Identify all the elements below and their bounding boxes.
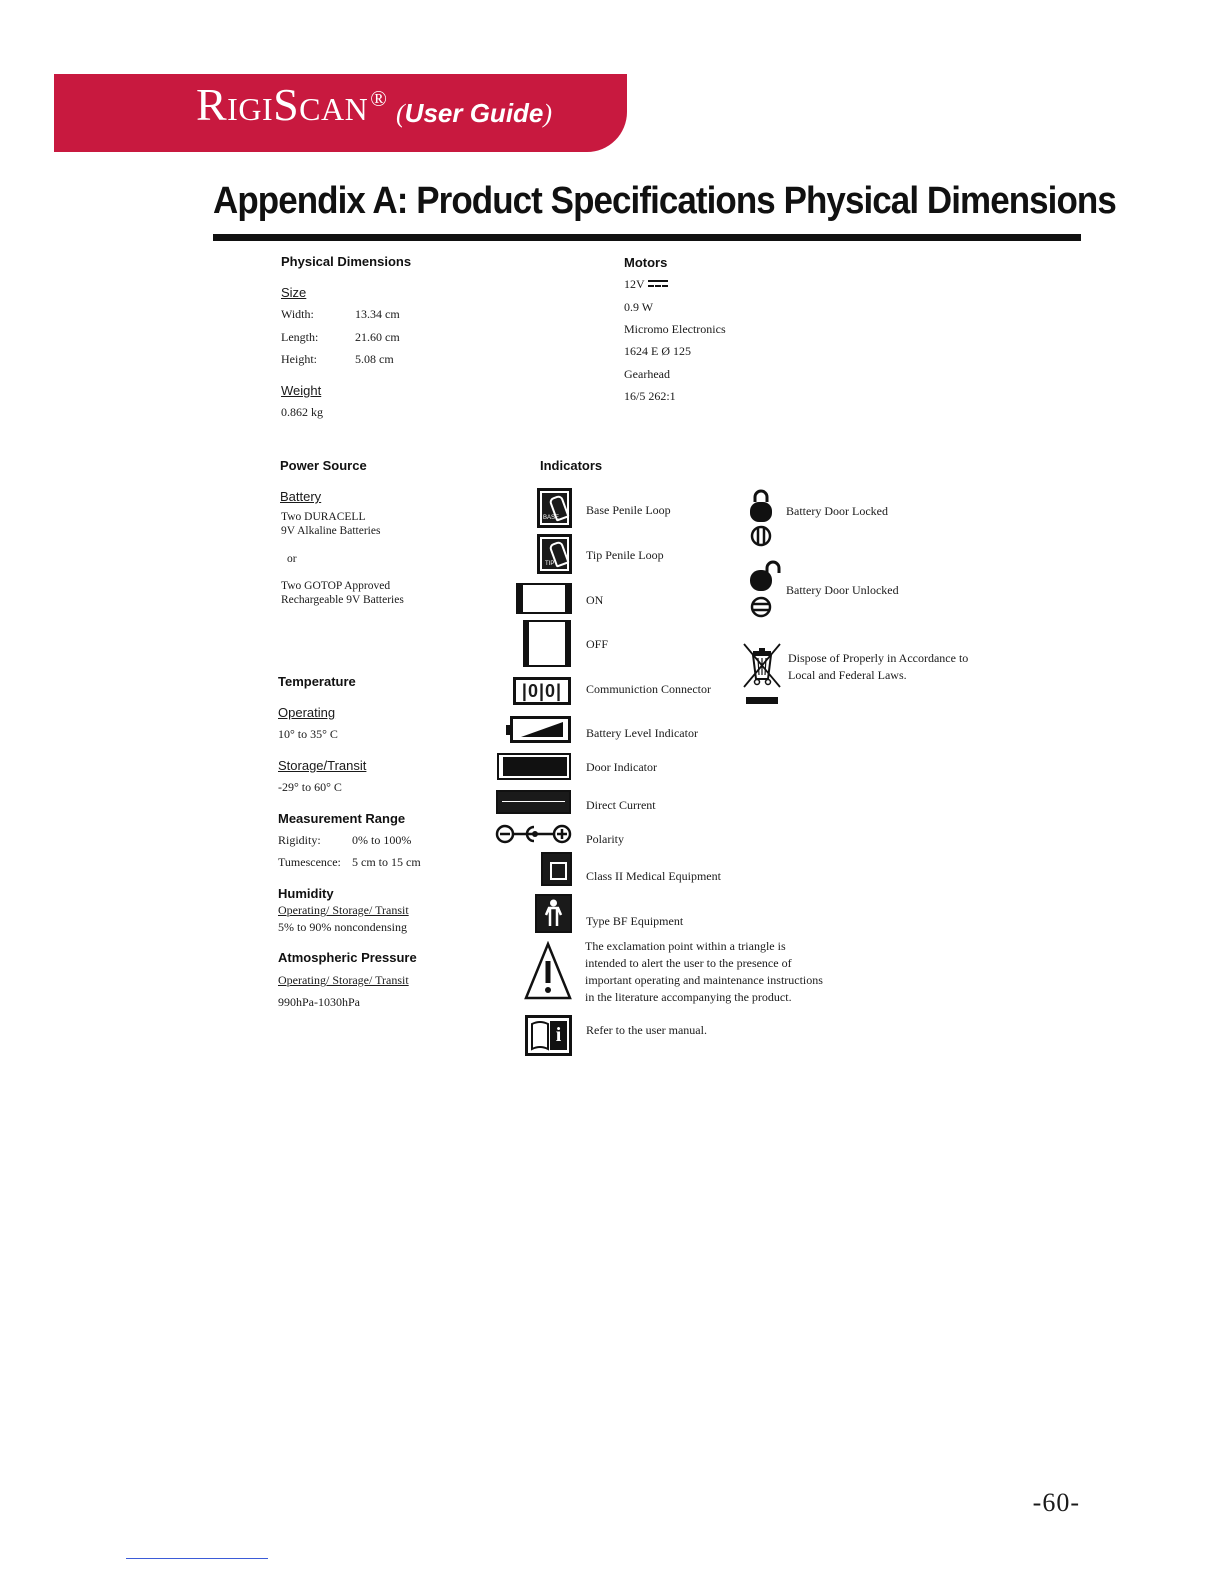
motor-ratio: 16/5 262:1 xyxy=(624,389,676,403)
type-bf-icon xyxy=(535,894,572,933)
user-manual-label: Refer to the user manual. xyxy=(586,1023,707,1037)
battery-level-icon xyxy=(510,716,571,743)
dc-symbol-icon xyxy=(648,280,668,290)
battery-option1-line1: Two DURACELL xyxy=(281,511,366,523)
battery-level-label: Battery Level Indicator xyxy=(586,726,698,740)
padlock-closed-icon xyxy=(748,488,774,550)
tumescence-value: 5 cm to 15 cm xyxy=(352,855,421,869)
title-rule xyxy=(213,234,1081,241)
tumescence-label: Tumescence: xyxy=(278,855,341,869)
battery-option2-line2: Rechargeable 9V Batteries xyxy=(281,594,404,606)
door-indicator-icon xyxy=(497,753,571,780)
size-label: Size xyxy=(281,285,307,300)
polarity-icon xyxy=(495,823,573,845)
physical-dimensions-heading: Physical Dimensions xyxy=(281,254,412,269)
connector-icon: |0|0| xyxy=(513,677,571,705)
user-manual-icon: i xyxy=(525,1015,572,1056)
humidity-conditions: Operating/ Storage/ Transit xyxy=(278,903,409,917)
temperature-heading: Temperature xyxy=(278,674,356,689)
battery-option2-line1: Two GOTOP Approved xyxy=(281,580,391,592)
height-value: 5.08 cm xyxy=(355,352,394,366)
direct-current-icon xyxy=(496,790,571,814)
battery-option1-line2: 9V Alkaline Batteries xyxy=(281,525,381,537)
height-label: Height: xyxy=(281,352,317,366)
pressure-value: 990hPa-1030hPa xyxy=(278,995,360,1009)
humidity-heading: Humidity xyxy=(278,886,334,901)
direct-current-label: Direct Current xyxy=(586,798,656,812)
class-ii-label: Class II Medical Equipment xyxy=(586,869,721,883)
page-title: Appendix A: Product Specifications Physical Dimensions xyxy=(213,180,1116,222)
motor-maker: Micromo Electronics xyxy=(624,322,726,336)
base-loop-label: Base Penile Loop xyxy=(586,503,671,517)
width-value: 13.34 cm xyxy=(355,307,400,321)
rigidity-value: 0% to 100% xyxy=(352,833,412,847)
connector-label: Communiction Connector xyxy=(586,682,711,696)
rigidity-label: Rigidity: xyxy=(278,833,321,847)
type-bf-label: Type BF Equipment xyxy=(586,914,684,928)
warning-line-3: important operating and maintenance instructions xyxy=(585,973,823,987)
storage-temp-value: -29° to 60° C xyxy=(278,780,342,794)
indicators-heading: Indicators xyxy=(540,458,603,473)
motors-heading: Motors xyxy=(624,255,668,270)
footer-link-underline xyxy=(126,1558,268,1559)
length-label: Length: xyxy=(281,330,319,344)
width-label: Width: xyxy=(281,307,314,321)
tip-loop-label: Tip Penile Loop xyxy=(586,548,664,562)
storage-temp-label: Storage/Transit xyxy=(278,758,367,773)
polarity-label: Polarity xyxy=(586,832,624,846)
on-icon xyxy=(516,583,572,614)
operating-temp-value: 10° to 35° C xyxy=(278,727,338,741)
humidity-value: 5% to 90% noncondensing xyxy=(278,920,407,934)
dispose-line-1: Dispose of Properly in Accordance to xyxy=(788,651,969,665)
warning-triangle-icon xyxy=(523,941,573,1001)
warning-line-1: The exclamation point within a triangle is xyxy=(585,939,786,953)
weee-bin-icon xyxy=(741,641,783,707)
pressure-conditions: Operating/ Storage/ Transit xyxy=(278,973,409,987)
tip-loop-icon: TIP xyxy=(537,534,572,574)
weight-label: Weight xyxy=(281,383,322,398)
motor-power: 0.9 W xyxy=(624,300,654,314)
padlock-open-icon xyxy=(748,558,782,620)
base-loop-icon: BASE xyxy=(537,488,572,528)
off-icon xyxy=(523,620,571,667)
on-label: ON xyxy=(586,593,604,607)
brand-title: RigiScan® xyxy=(196,79,388,130)
weight-value: 0.862 kg xyxy=(281,405,323,419)
operating-temp-label: Operating xyxy=(278,705,336,720)
off-label: OFF xyxy=(586,637,609,651)
door-indicator-label: Door Indicator xyxy=(586,760,657,774)
length-value: 21.60 cm xyxy=(355,330,400,344)
measurement-range-heading: Measurement Range xyxy=(278,811,406,826)
pressure-heading: Atmospheric Pressure xyxy=(278,950,417,965)
motor-voltage: 12V xyxy=(624,277,668,292)
door-unlocked-label: Battery Door Unlocked xyxy=(786,583,899,597)
battery-or: or xyxy=(287,553,297,565)
motor-model: 1624 E Ø 125 xyxy=(624,344,691,358)
battery-label: Battery xyxy=(280,489,322,504)
dispose-line-2: Local and Federal Laws. xyxy=(788,668,907,682)
power-source-heading: Power Source xyxy=(280,458,367,473)
warning-line-4: in the literature accompanying the product. xyxy=(585,990,792,1004)
class-ii-icon xyxy=(541,852,572,886)
guide-subtitle: (User Guide) xyxy=(396,98,553,128)
page-number: -60- xyxy=(1032,1488,1080,1517)
motor-gearhead: Gearhead xyxy=(624,367,670,381)
warning-line-2: intended to alert the user to the presence of xyxy=(585,956,792,970)
door-locked-label: Battery Door Locked xyxy=(786,504,888,518)
